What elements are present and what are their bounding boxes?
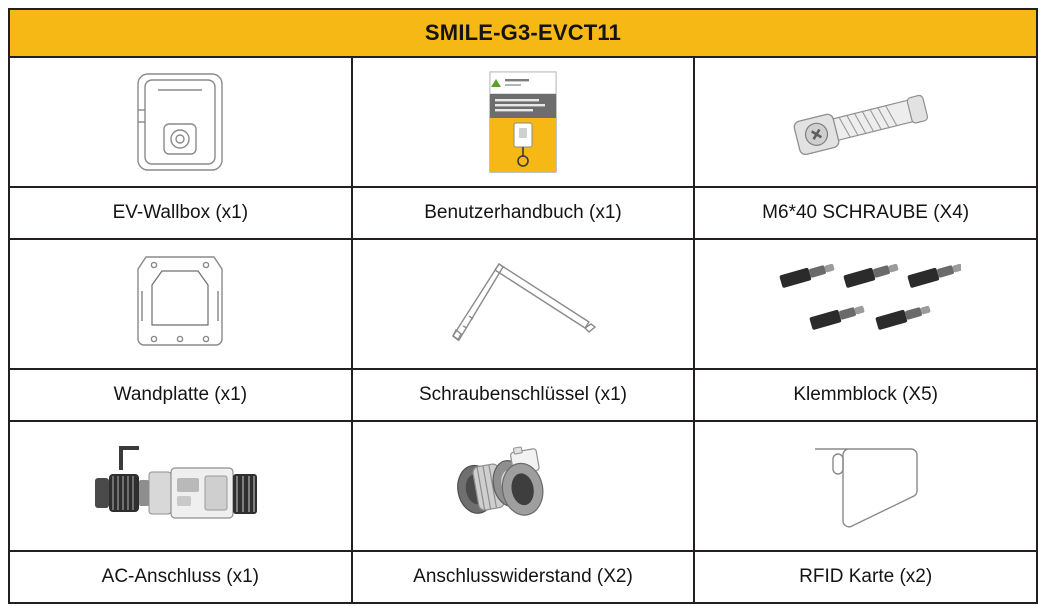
item-label: Anschlusswiderstand (X2) [352,551,695,603]
table-row [9,187,1037,239]
cell-image-rfid-card [694,421,1037,551]
cell-image-user-manual [352,57,695,187]
table-row [9,369,1037,421]
table-row [9,57,1037,187]
cell-image-terminal-block [694,239,1037,369]
table-row [9,551,1037,603]
kit-contents-table [8,8,1038,604]
item-label: Benutzerhandbuch (x1) [352,187,695,239]
terminal-block-icon [695,258,1036,350]
item-label: RFID Karte (x2) [694,551,1037,603]
rfid-card-icon [695,439,1036,533]
cell-image-wall-plate [9,239,352,369]
item-label: Wandplatte (x1) [9,369,352,421]
table-row [9,421,1037,551]
cell-image-ev-wallbox [9,57,352,187]
cell-image-allen-wrench [352,239,695,369]
table-title-row [9,9,1037,57]
item-label: Klemmblock (X5) [694,369,1037,421]
item-label: M6*40 SCHRAUBE (X4) [694,187,1037,239]
wall-plate-icon [10,251,351,357]
ev-wallbox-icon [10,66,351,178]
item-label: Schraubenschlüssel (x1) [352,369,695,421]
allen-wrench-icon [353,258,694,350]
cell-image-screw [694,57,1037,187]
item-label: EV-Wallbox (x1) [9,187,352,239]
terminating-resistor-icon [353,438,694,534]
screw-m6x40-icon [695,87,1036,157]
table-row [9,239,1037,369]
cell-image-ac-connector [9,421,352,551]
ac-connector-icon [10,438,351,534]
item-label: AC-Anschluss (x1) [9,551,352,603]
cell-image-terminating-resistor [352,421,695,551]
user-manual-icon [353,70,694,174]
page-title: SMILE-G3-EVCT11 [9,9,1037,57]
